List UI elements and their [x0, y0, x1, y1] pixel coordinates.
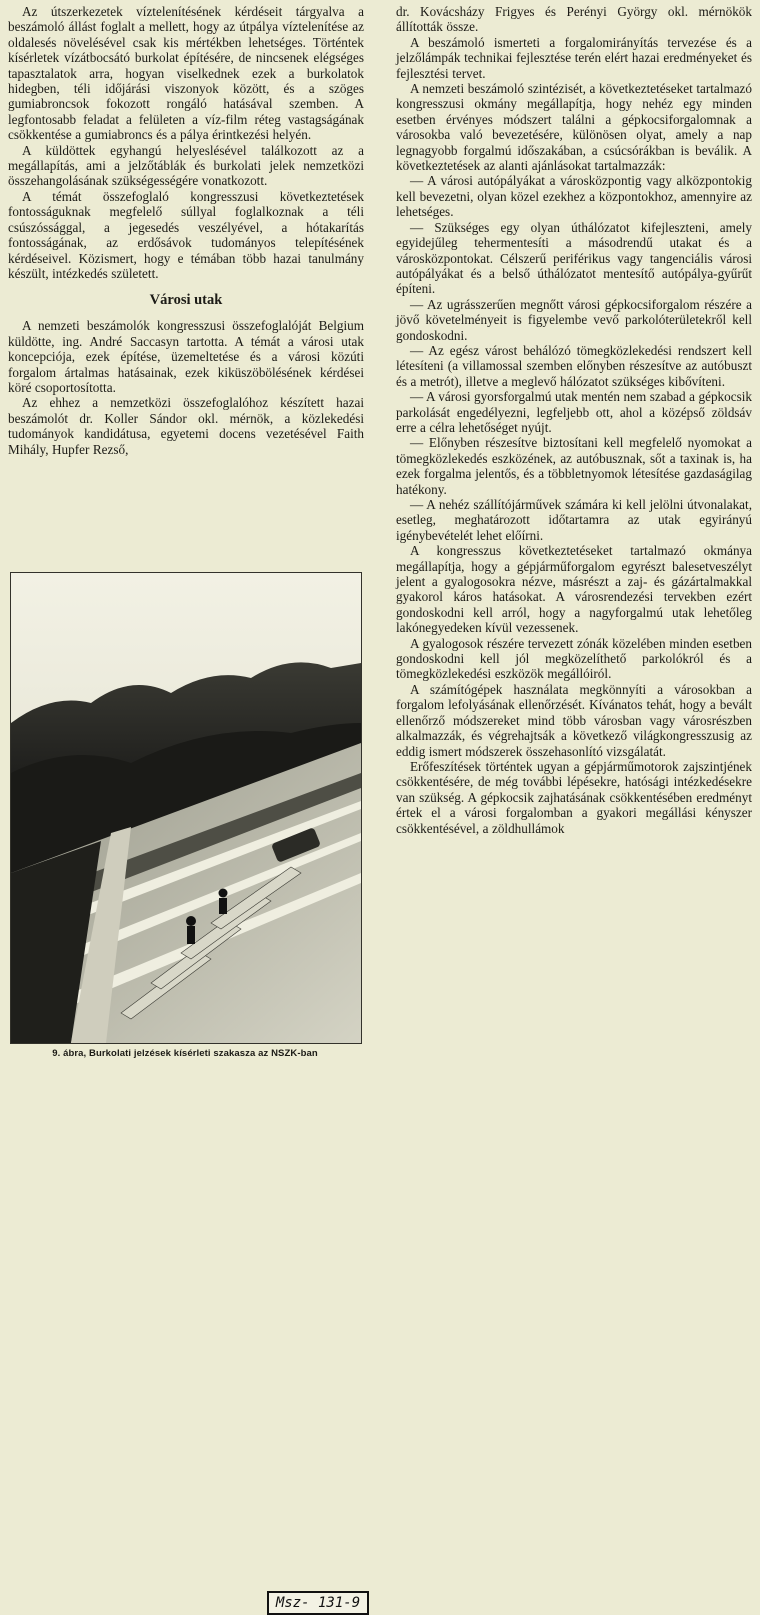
paragraph: — Az egész várost behálózó tömegközlekedési rendszert kell létesíteni (a villamossal szemben előnyben részesítve az autóbuszt és a metrót), illetve a meglevő hálózatot szükséges kibővíteni.: [396, 342, 752, 389]
paragraph: — Az ugrásszerűen megnőtt városi gépkocsiforgalom részére a jövő követelményeit is figyelembe vevő parkolóterületekről kell gondoskodni.: [396, 296, 752, 343]
paragraph: A számítógépek használata megkönnyíti a városokban a forgalom lefolyásának ellenőrzését. Kívánatos tehát, hogy a bevált ellenőrző módszereket mind több városban vagy városrészben alkalmazzák, és végrehajtsák a következő világkongresszusig az eddig ismert módszerek összehasonlító vizsgálatát.: [396, 681, 752, 759]
figure-caption: 9. ábra, Burkolati jelzések kísérleti szakasza az NSZK-ban: [52, 1048, 318, 1059]
right-column: [396, 4, 752, 836]
stamp-label: Msz- 131-9: [267, 1591, 369, 1615]
paragraph: — A városi autópályákat a városközpontig vagy alközpontokig kell bevezetni, olyan közel ezekhez a központokhoz, amennyire az lehetséges.: [396, 173, 752, 220]
paragraph: A gyalogosok részére tervezett zónák közelében minden esetben gondoskodni kell jól megközelíthető parkolókról és a tömegközlekedési eszközök megállóiról.: [396, 635, 752, 682]
paragraph: Az ehhez a nemzetközi összefoglalóhoz készített hazai beszámolót dr. Koller Sándor okl. mérnök, a közlekedési tudományok kandidátusa, egyetemi docens vezetésével Faith Mihály, Hupfer Rezső,: [8, 395, 364, 457]
paragraph: A kongresszus következtetéseket tartalmazó okmánya megállapítja, hogy a gépjárműforgalom egyrészt balesetveszélyt jelent a gyalogosokra nézve, másrészt a zaj- és gázártalmakkal gyakorol káros hatásokat. A városrendezési tervekben ezért gondoskodni kell arról, hogy a nagyforgalmú utak lehetőleg lakónegyedeken kívül vezessenek.: [396, 543, 752, 636]
paragraph: A nemzeti beszámolók kongresszusi összefoglalóját Belgium küldötte, ing. André Saccasyn tartotta. A témát a városi utak koncepciója, ezek építése, üzemeltetése és a városi közúti forgalom ártalmas hatásainak, ezek kiküszöbölésének kérdései köré csoportosította.: [8, 318, 364, 395]
road-photo-illustration: [11, 573, 361, 1043]
paragraph: — Előnyben részesítve biztosítani kell megfelelő nyomokat a tömegközlekedés eszközének, az autóbusznak, sőt a taxinak is, ha ezek forgalma jelentős, és a többletnyomok létesítése gazdaságilag hatékony.: [396, 435, 752, 497]
paragraph: A küldöttek egyhangú helyeslésével találkozott az a megállapítás, ami a jelzőtáblák és burkolati jelek nemzetközi összehangolásának szükségességére vonatkozott.: [8, 142, 364, 189]
paragraph: A témát összefoglaló kongresszusi következtetések fontosságuknak megfelelő súllyal foglalkoznak a téli csúszóssággal, a jegesedés veszélyével, a hótakarítás fontosságának, az erdősávok tudományos telepítésének kérdéseivel. Közismert, hogy e témában több hazai tanulmány készült, intézkedés született.: [8, 188, 364, 281]
paragraph: — A városi gyorsforgalmú utak mentén nem szabad a gépkocsik parkolását engedélyezni, legfeljebb ott, ahol a középső zöldsáv erre a célra lehetőséget nyújt.: [396, 389, 752, 435]
paragraph: — Szükséges egy olyan úthálózatot kifejleszteni, amely egyidejűleg tehermentesíti a másodrendű utakat és a városközpontokat. Célszerű periférikus vagy tangenciális városi autópályákat és a belső úthálózatot mentesítő autópálya-gyűrűt építeni.: [396, 219, 752, 297]
left-column: [8, 4, 364, 457]
paragraph: Az útszerkezetek víztelenítésének kérdéseit tárgyalva a beszámoló állást foglalt a mellett, hogy az útpálya víztelenítése az oldalesés növelésével csak kis mértékben lehetséges. Történtek kísérletek vízátbocsátó burkolat építésére, de nincsenek elégséges tapasztalatok arra, hogyan viselkednek ezek a burkolatok hidegben, téli időjárási viszonyok között, és a szöges gumiabroncsok fokozott rongáló hatásával szemben. A legfontosabb feladat a felületen a víz-film réteg vastagságának csökkentése a gumiabroncs és a pálya érintkezési helyén.: [8, 4, 364, 143]
paragraph: — A nehéz szállítójárművek számára ki kell jelölni útvonalakat, esetleg, meghatározott időtartamra az utak egyirányú igénybevételét lehet előírni.: [396, 497, 752, 543]
paragraph: A nemzeti beszámoló szintézisét, a következtetéseket tartalmazó kongresszusi okmány megállapítja, hogy nehéz egy minden esetben érvényes módszert találni a gépkocsiforgalomnak a városokba való bevezetésére, különösen olyat, amely a nap legnagyobb forgalmú időszakában, a csúcsórákban is beválik. A következtetések az alanti ajánlásokat tartalmazzák:: [396, 81, 752, 174]
paragraph: A beszámoló ismerteti a forgalomirányítás tervezése és a jelzőlámpák technikai fejlesztése terén elért hazai eredményeket és fejlesztési tervet.: [396, 34, 752, 81]
section-heading: Városi utak: [149, 292, 223, 309]
paragraph: dr. Kovácsházy Frigyes és Perényi György okl. mérnökök állították össze.: [396, 4, 752, 35]
paragraph: Erőfeszítések történtek ugyan a gépjárműmotorok zajszintjének csökkentésére, de még további lépésekre, hatósági intézkedésekre van szükség. A gépkocsik zajhatásának csökkentésében eredményt értek el a városi forgalomban a gyakori megállási kényszer csökkentésével, a zöldhullámok: [396, 758, 752, 836]
